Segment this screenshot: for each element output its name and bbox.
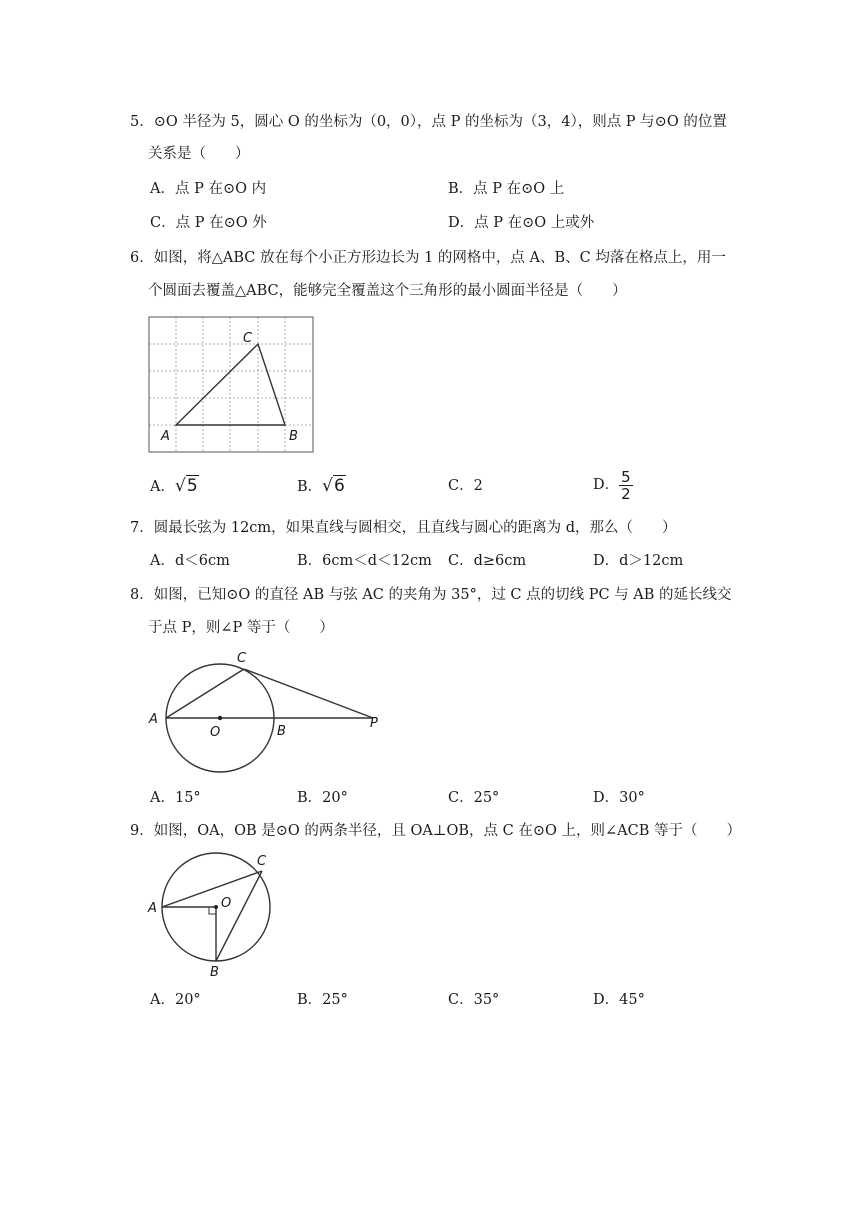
q8-stem-text: 如图，已知⊙O 的直径 AB 与弦 AC 的夹角为 35°，过 C 点的切线 PC 与 AB 的延长线交 bbox=[153, 587, 732, 603]
center-dot bbox=[218, 716, 222, 720]
q5-option-a[interactable]: A．点 P 在⊙O 内 bbox=[150, 181, 267, 197]
q6-stem-line1 bbox=[130, 248, 726, 268]
q9-stem-text: 如图，OA，OB 是⊙O 的两条半径，且 OA⊥OB，点 C 在⊙O 上，则∠ACB 等于（ ） bbox=[153, 823, 741, 839]
q9-option-d[interactable]: D．45° bbox=[593, 992, 645, 1008]
q8-option-d[interactable]: D．30° bbox=[593, 790, 645, 806]
q8-option-b[interactable]: B．20° bbox=[297, 790, 348, 806]
sqrt-icon: √6 bbox=[322, 476, 345, 496]
q9-number: 9． bbox=[130, 823, 154, 839]
q6-stem-text: 如图，将△ABC 放在每个小正方形边长为 1 的网格中，点 A、B、C 均落在格点上，用一 bbox=[153, 250, 726, 266]
triangle-abc bbox=[176, 344, 285, 425]
sqrt-icon: √5 bbox=[174, 476, 198, 496]
q6-number: 6． bbox=[130, 250, 154, 266]
label-c: C bbox=[243, 331, 253, 346]
label-a: A bbox=[149, 712, 158, 727]
label-b: B bbox=[277, 724, 286, 739]
label-a: A bbox=[148, 901, 157, 916]
q9-stem bbox=[130, 821, 741, 841]
q8-number: 8． bbox=[130, 587, 154, 603]
label-c: C bbox=[237, 651, 247, 666]
q9-circle-radii-figure bbox=[145, 850, 280, 980]
q7-option-d[interactable]: D．d＞12cm bbox=[593, 553, 684, 569]
label-p: P bbox=[370, 716, 378, 731]
label-b: B bbox=[210, 965, 219, 980]
q6-grid-triangle-figure bbox=[148, 316, 316, 456]
q5-option-d[interactable]: D．点 P 在⊙O 上或外 bbox=[448, 215, 595, 231]
q5-option-b[interactable]: B．点 P 在⊙O 上 bbox=[448, 181, 565, 197]
q7-stem-text: 圆最长弦为 12cm，如果直线与圆相交，且直线与圆心的距离为 d，那么（ ） bbox=[153, 520, 677, 536]
label-o: O bbox=[210, 725, 221, 740]
q5-stem-text: ⊙O 半径为 5，圆心 O 的坐标为（0，0），点 P 的坐标为（3，4），则点 P 与⊙O 的位置 bbox=[153, 114, 727, 130]
q5-number: 5． bbox=[130, 114, 154, 130]
q9-option-a[interactable]: A．20° bbox=[150, 992, 201, 1008]
q6-stem-line2: 个圆面去覆盖△ABC，能够完全覆盖这个三角形的最小圆面半径是（ ） bbox=[148, 283, 627, 299]
chord-ac bbox=[166, 669, 244, 718]
q6-option-a[interactable]: A．√5 bbox=[150, 476, 198, 496]
q8-stem-line1 bbox=[130, 585, 732, 605]
q6-option-b[interactable]: B．√6 bbox=[297, 476, 345, 496]
q7-option-a[interactable]: A．d＜6cm bbox=[150, 553, 230, 569]
label-c: C bbox=[257, 854, 267, 869]
label-b: B bbox=[289, 429, 298, 444]
q8-option-a[interactable]: A．15° bbox=[150, 790, 201, 806]
q8-stem-line2: 于点 P，则∠P 等于（ ） bbox=[148, 620, 334, 636]
q7-option-b[interactable]: B．6cm＜d＜12cm bbox=[297, 553, 432, 569]
fraction: $\frac{5}{2}$ bbox=[621, 467, 631, 503]
label-o: O bbox=[221, 896, 232, 911]
q8-option-c[interactable]: C．25° bbox=[448, 790, 500, 806]
center-dot bbox=[214, 905, 218, 909]
q6-option-d[interactable]: D． $\frac{5}{2}$ bbox=[593, 467, 631, 503]
q5-option-c[interactable]: C．点 P 在⊙O 外 bbox=[150, 215, 267, 231]
q5-stem-line2: 关系是（ ） bbox=[148, 146, 250, 162]
q7-stem bbox=[130, 518, 677, 538]
q6-option-c[interactable]: C．2 bbox=[448, 478, 483, 494]
q7-number: 7． bbox=[130, 520, 154, 536]
tangent-pc bbox=[244, 669, 373, 718]
q8-circle-tangent-figure bbox=[145, 645, 390, 777]
label-a: A bbox=[161, 429, 170, 444]
q7-option-c[interactable]: C．d≥6cm bbox=[448, 553, 527, 569]
q9-option-c[interactable]: C．35° bbox=[448, 992, 500, 1008]
q9-option-b[interactable]: B．25° bbox=[297, 992, 348, 1008]
q5-stem-line1 bbox=[130, 112, 727, 132]
